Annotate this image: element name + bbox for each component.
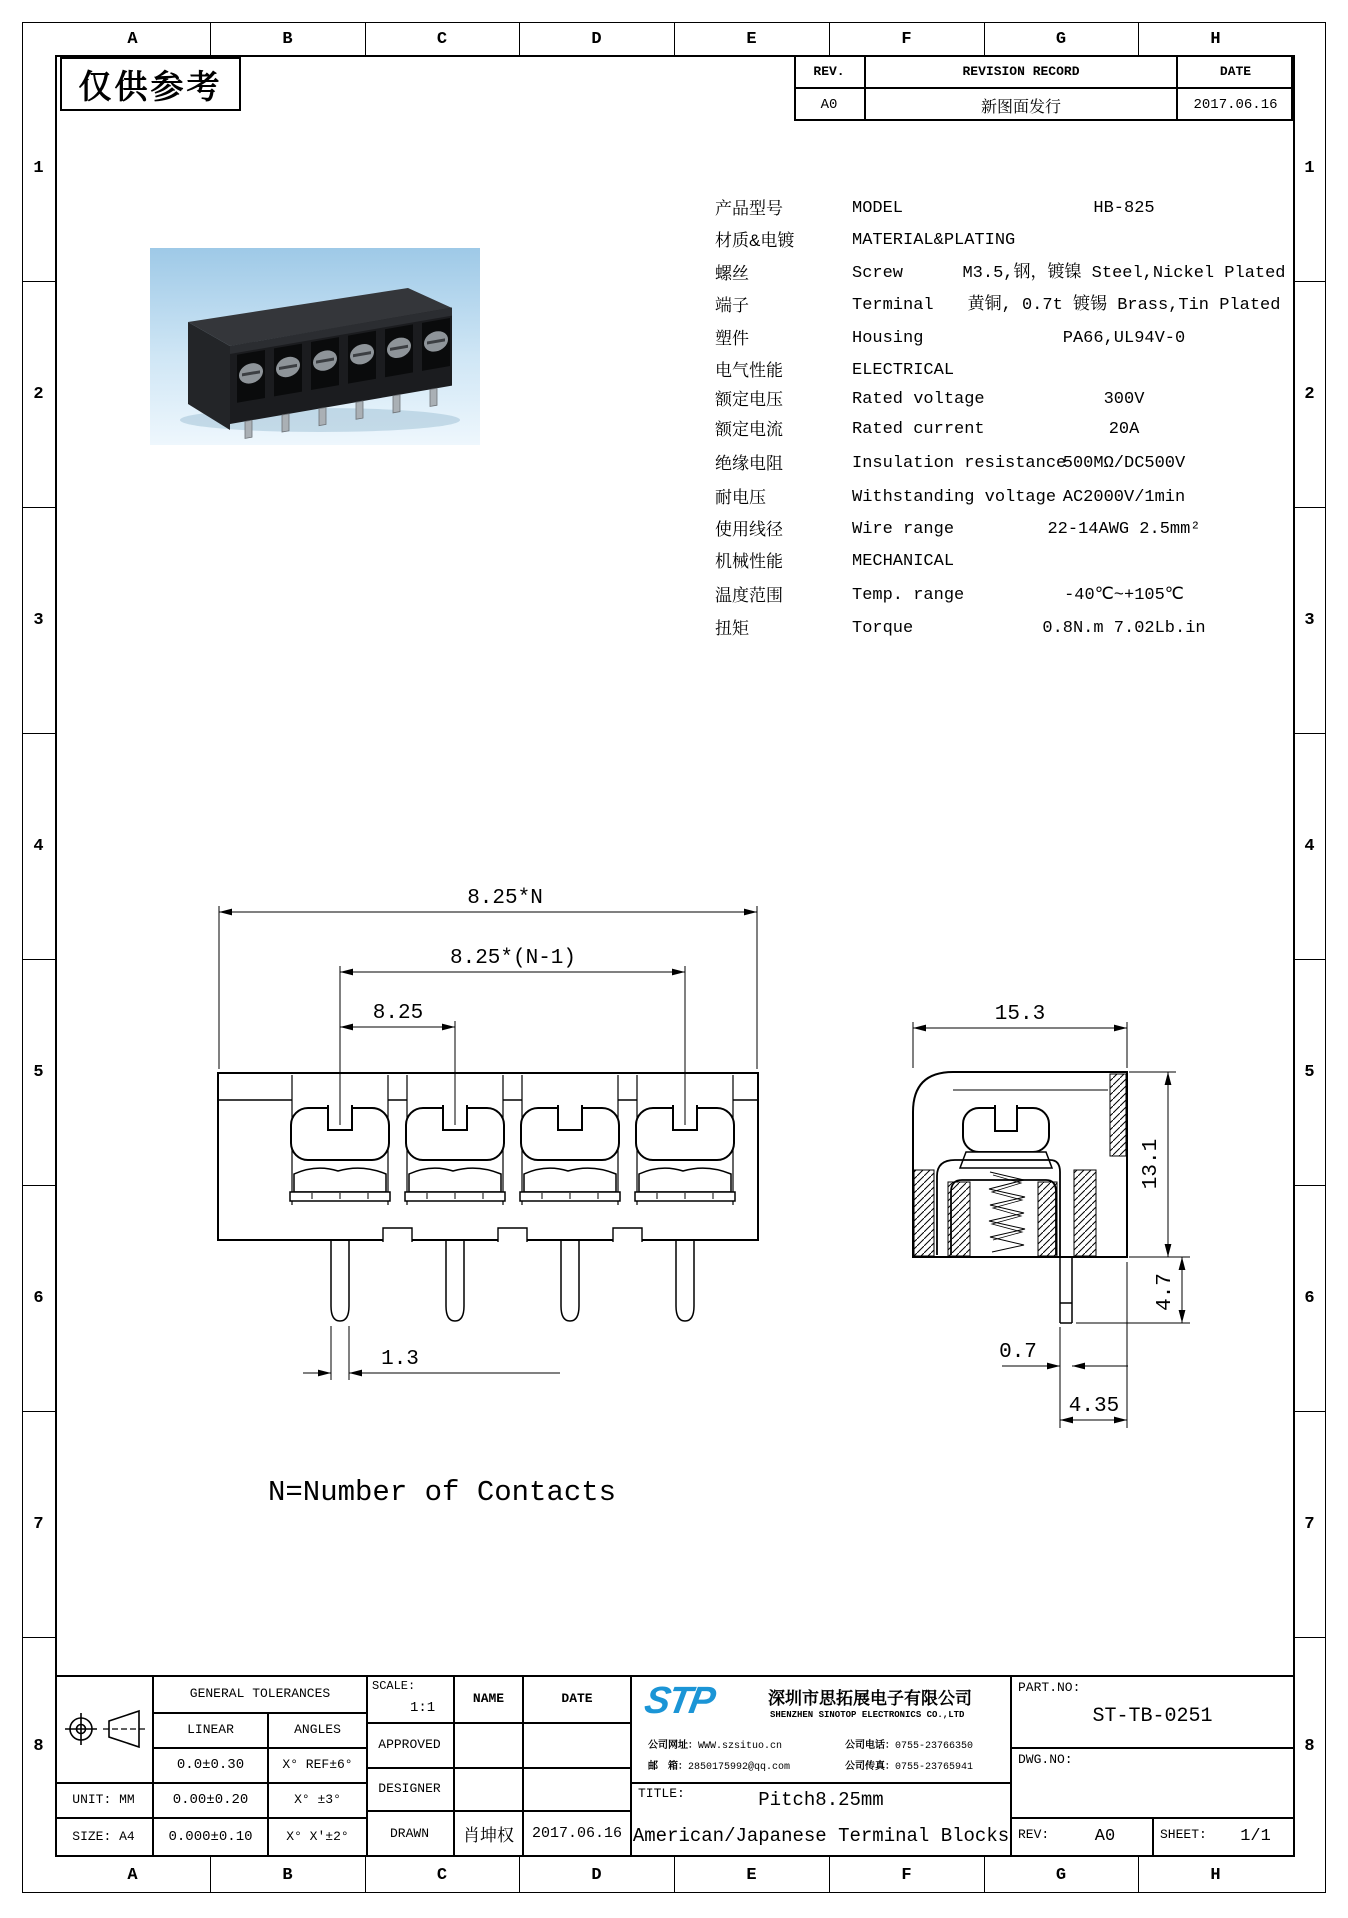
tol-angles-row: X° ±3° <box>294 1792 341 1807</box>
spec-label-cn: 端子 <box>715 296 749 315</box>
grid-number-left: 1 <box>33 158 44 178</box>
dim-pitch-n1: 8.25*(N-1) <box>449 947 577 970</box>
terminal-block-photo-art <box>150 248 480 445</box>
spec-value: 黄铜, 0.7t 镀锡 Brass,Tin Plated <box>967 296 1281 315</box>
spec-value: PA66,UL94V-0 <box>1062 329 1186 348</box>
spec-value: 22-14AWG 2.5mm² <box>1047 520 1201 539</box>
dim-body-width: 15.3 <box>994 1003 1046 1026</box>
grid-number-right: 8 <box>1304 1737 1315 1756</box>
scale-label: SCALE: <box>372 1679 416 1693</box>
tol-linear-row: 0.000±0.10 <box>168 1828 253 1845</box>
partno-value: ST-TB-0251 <box>1092 1704 1213 1728</box>
scale-value: 1:1 <box>410 1700 436 1716</box>
spec-value: M3.5,钢，镀镍 Steel,Nickel Plated <box>962 264 1286 283</box>
spec-row <box>715 193 1293 225</box>
grid-letter-bottom: D <box>591 1865 602 1885</box>
grid-letter-top: G <box>1055 29 1067 49</box>
company-logo: STP <box>641 1680 717 1722</box>
spec-row <box>715 482 1293 514</box>
rev-label: REV: <box>1018 1827 1050 1842</box>
front-pins <box>331 1241 694 1321</box>
dim-pin-width: 1.3 <box>381 1348 419 1371</box>
company-name-cn: 深圳市思拓展电子有限公司 <box>768 1689 972 1708</box>
spec-row <box>715 448 1293 480</box>
grid-number-left: 8 <box>33 1737 44 1756</box>
revision-row-date: 2017.06.16 <box>1193 97 1278 113</box>
email-label: 邮 箱： <box>648 1761 688 1772</box>
spec-label-cn: 扭矩 <box>715 619 749 638</box>
website-value: WWW.szsituo.cn <box>698 1741 783 1752</box>
tolerances-title: GENERAL TOLERANCES <box>189 1686 331 1701</box>
sheet-value: 1/1 <box>1240 1827 1271 1846</box>
front-screw <box>290 1104 735 1201</box>
tol-linear-row: 0.0±0.30 <box>176 1756 245 1773</box>
reference-only-watermark <box>60 57 241 111</box>
company-website <box>648 1736 782 1752</box>
spec-value: 0.8N.m 7.02Lb.in <box>1042 619 1206 638</box>
spec-row <box>715 225 1293 257</box>
spec-value: 500MΩ/DC500V <box>1062 454 1186 473</box>
watermark-text: 仅供参考 <box>78 67 223 105</box>
spec-label-en: Torque <box>852 619 914 638</box>
partno-label: PART.NO: <box>1018 1680 1081 1695</box>
spec-row <box>715 613 1293 645</box>
spec-label-cn: 机械性能 <box>715 552 783 571</box>
tol-angles-row: X° REF±6° <box>282 1757 353 1772</box>
dim-pitch: 8.25 <box>372 1002 424 1025</box>
grid-letter-bottom: A <box>127 1865 138 1885</box>
spec-value: AC2000V/1min <box>1062 488 1186 507</box>
grid-number-left: 6 <box>33 1288 44 1308</box>
sheet-label: SHEET: <box>1160 1827 1207 1842</box>
dim-pin-length: 4.7 <box>1154 1273 1177 1311</box>
designer-label: DESIGNER <box>378 1781 441 1796</box>
spec-label-cn: 螺丝 <box>715 264 749 283</box>
unit-cell: UNIT: MM <box>72 1792 135 1807</box>
tol-angles-row: X° X'±2° <box>286 1829 349 1844</box>
grid-letter-top: H <box>1210 29 1221 49</box>
side-view-dimensions <box>913 1022 1190 1428</box>
phone-value: 0755-23766350 <box>895 1741 974 1752</box>
grid-letter-bottom: F <box>901 1865 912 1885</box>
spec-value: HB-825 <box>1093 199 1155 218</box>
size-cell: SIZE: A4 <box>72 1829 135 1844</box>
spec-table <box>715 193 1293 647</box>
spec-label-cn: 电气性能 <box>715 361 783 380</box>
spec-label-cn: 耐电压 <box>715 488 766 507</box>
spec-label-en: MODEL <box>852 199 904 218</box>
title-label: TITLE: <box>638 1786 685 1801</box>
spec-label-en: Screw <box>852 264 904 283</box>
grid-letter-top: E <box>746 29 757 49</box>
drawn-label: DRAWN <box>389 1825 429 1841</box>
website-label: 公司网址： <box>648 1740 698 1751</box>
spec-label-en: Rated voltage <box>852 390 985 409</box>
drawing-title-line1: Pitch8.25mm <box>758 1789 884 1811</box>
side-pin <box>1060 1257 1072 1323</box>
spec-label-cn: 绝缘电阻 <box>715 454 783 473</box>
grid-letter-top: D <box>591 29 602 49</box>
spec-label-cn: 额定电流 <box>715 420 783 439</box>
approved-label: APPROVED <box>378 1737 441 1752</box>
spec-label-cn: 温度范围 <box>715 586 783 605</box>
company-phone <box>845 1736 973 1752</box>
revision-header-rev: REV. <box>813 63 845 79</box>
linear-header: LINEAR <box>187 1722 234 1737</box>
spec-value: 300V <box>1103 390 1145 409</box>
projection-symbol <box>63 1708 145 1755</box>
tol-linear-row: 0.00±0.20 <box>172 1791 249 1808</box>
spec-label-cn: 使用线径 <box>715 520 783 539</box>
rev-value: A0 <box>1094 1827 1116 1846</box>
grid-number-right: 2 <box>1304 384 1315 404</box>
date-header: DATE <box>561 1691 593 1706</box>
revision-header-date: DATE <box>1219 63 1252 79</box>
grid-number-right: 1 <box>1304 158 1315 178</box>
spec-label-en: Housing <box>852 329 924 348</box>
grid-number-right: 7 <box>1304 1514 1315 1534</box>
grid-number-right: 4 <box>1304 836 1315 856</box>
revision-row-rev: A0 <box>820 97 838 113</box>
spec-row <box>715 258 1293 290</box>
grid-letter-bottom: C <box>436 1865 448 1885</box>
spec-row <box>715 355 1293 387</box>
spec-value: -40℃~+105℃ <box>1064 586 1184 605</box>
grid-number-right: 3 <box>1304 610 1315 630</box>
spec-row <box>715 385 1293 415</box>
spec-label-cn: 额定电压 <box>715 390 783 409</box>
spec-label-en: MECHANICAL <box>852 552 955 571</box>
phone-label: 公司电话： <box>845 1740 895 1751</box>
grid-letter-bottom: H <box>1210 1865 1221 1885</box>
spec-label-cn: 材质&电镀 <box>715 231 795 250</box>
product-photo <box>150 248 480 445</box>
grid-number-right: 6 <box>1304 1288 1315 1308</box>
revision-row-record: 新图面发行 <box>980 98 1061 116</box>
contacts-note: N=Number of Contacts <box>268 1476 617 1509</box>
company-fax <box>845 1757 973 1773</box>
name-header: NAME <box>472 1691 505 1706</box>
grid-number-left: 4 <box>33 836 44 856</box>
spec-label-en: Temp. range <box>852 586 965 605</box>
grid-letter-bottom: E <box>746 1865 757 1885</box>
grid-letter-top: A <box>127 29 138 49</box>
spec-row <box>715 514 1293 546</box>
spec-label-en: Insulation resistance <box>852 454 1067 473</box>
company-email <box>648 1757 790 1773</box>
grid-letter-top: C <box>436 29 448 49</box>
spec-row <box>715 290 1293 322</box>
spec-label-en: Wire range <box>852 520 955 539</box>
grid-number-left: 3 <box>33 610 44 630</box>
spec-label-cn: 塑件 <box>715 329 749 348</box>
spec-label-en: MATERIAL&PLATING <box>852 231 1016 250</box>
outer-border-bottom <box>22 1892 1326 1893</box>
grid-letter-bottom: G <box>1055 1865 1067 1885</box>
email-value: 2850175992@qq.com <box>688 1762 791 1773</box>
fax-value: 0755-23765941 <box>895 1762 974 1773</box>
front-view <box>218 1073 758 1321</box>
spec-row <box>715 580 1293 612</box>
inner-frame-left <box>55 55 57 1857</box>
grid-letter-bottom: B <box>282 1865 293 1885</box>
drawing-title-line2: American/Japanese Terminal Blocks <box>632 1825 1010 1847</box>
grid-number-left: 7 <box>33 1514 44 1534</box>
grid-number-left: 2 <box>33 384 44 404</box>
spec-label-en: ELECTRICAL <box>852 361 955 380</box>
front-view-dimensions <box>219 906 757 1380</box>
spec-label-cn: 产品型号 <box>715 199 783 218</box>
spec-row <box>715 546 1293 578</box>
grid-letter-top: F <box>901 29 912 49</box>
grid-number-right: 5 <box>1304 1062 1315 1082</box>
dim-pin-thickness: 0.7 <box>999 1341 1037 1364</box>
spec-value: 20A <box>1108 420 1140 439</box>
company-name-en: SHENZHEN SINOTOP ELECTRONICS CO.,LTD <box>770 1710 965 1720</box>
side-view <box>913 1072 1127 1323</box>
drawn-name: 肖坤权 <box>463 1825 514 1845</box>
revision-header-record: REVISION RECORD <box>962 63 1080 79</box>
side-screw <box>960 1104 1052 1252</box>
spec-row <box>715 323 1293 355</box>
fax-label: 公司传真： <box>845 1761 895 1772</box>
grid-letter-top: B <box>282 29 293 49</box>
dim-body-height: 13.1 <box>1140 1138 1163 1190</box>
spec-label-en: Withstanding voltage <box>852 488 1057 507</box>
spec-label-en: Terminal <box>852 296 934 315</box>
dim-pitch-total: 8.25*N <box>467 887 543 910</box>
dwgno-label: DWG.NO: <box>1018 1752 1073 1767</box>
grid-number-left: 5 <box>33 1062 44 1082</box>
angles-header: ANGLES <box>294 1722 341 1737</box>
dim-pin-offset: 4.35 <box>1068 1395 1120 1418</box>
spec-row <box>715 415 1293 445</box>
spec-label-en: Rated current <box>852 420 985 439</box>
drawn-date: 2017.06.16 <box>531 1824 622 1842</box>
